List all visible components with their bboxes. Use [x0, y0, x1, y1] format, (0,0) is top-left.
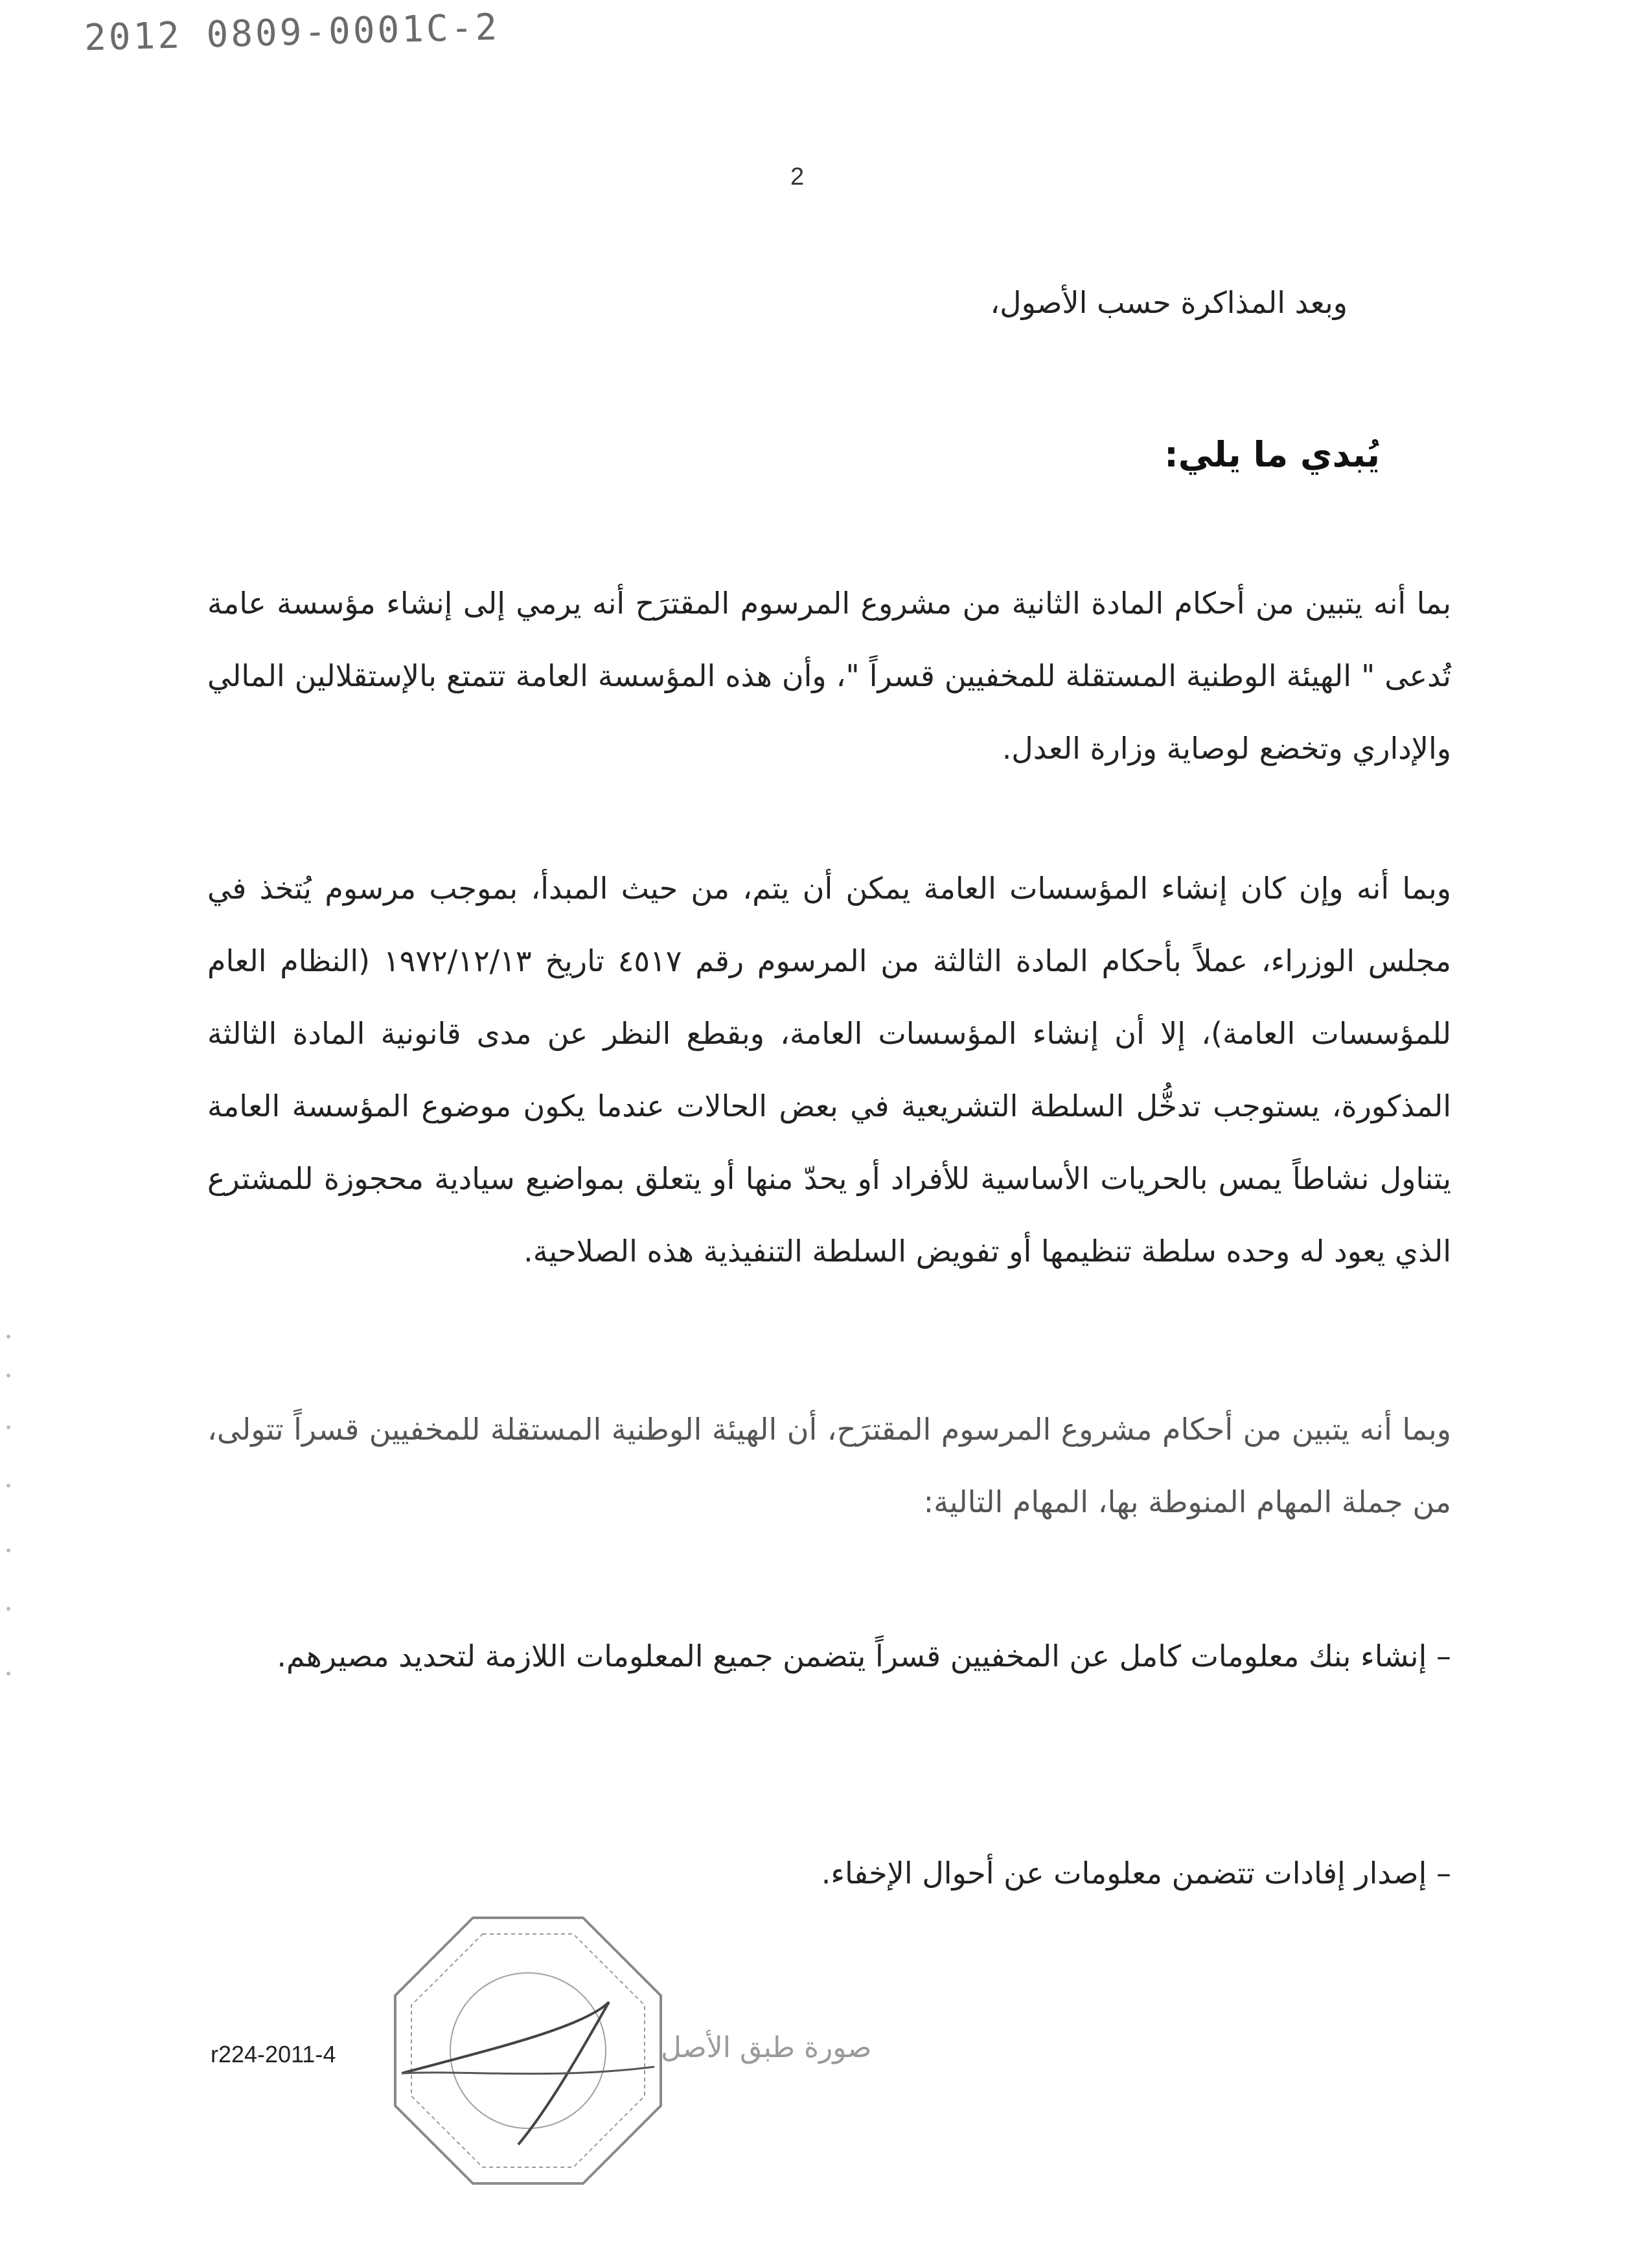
paragraph-3: وبما أنه يتبين من أحكام مشروع المرسوم المقترَح، أن الهيئة الوطنية المستقلة للمخفيين قسراً تتولى، من جملة المهام المنوطة بها، المهام التالية:: [207, 1412, 1451, 1519]
page-number: 2: [790, 163, 805, 190]
bullet-item-2: – إصدار إفادات تتضمن معلومات عن أحوال الإخفاء.: [821, 1856, 1451, 1891]
stamp-caption: صورة طبق الأصل: [661, 2031, 872, 2064]
official-stamp: [389, 1911, 667, 2190]
paragraph-2: وبما أنه وإن كان إنشاء المؤسسات العامة يمكن أن يتم، من حيث المبدأ، بموجب مرسوم يُتخذ في مجلس الوزراء، عملاً بأحكام المادة الثالثة من المرسوم رقم ٤٥١٧ تاريخ ١٩٧٢/١٢/١٣ (النظام العام للمؤسسات العامة)، إلا أن إنشاء المؤسسات العامة، وبقطع النظر عن مدى قانونية المادة الثالثة المذكورة، يستوجب تدخُّل السلطة التشريعية في بعض الحالات عندما يكون موضوع المؤسسة العامة يتناول نشاطاً يمس بالحريات الأساسية للأفراد أو يحدّ منها أو يتعلق بمواضيع سيادية محجوزة للمشترع الذي يعود له وحده سلطة تنظيمها أو تفويض السلطة التنفيذية هذه الصلاحية.: [207, 871, 1451, 1269]
heading: يُبدي ما يلي:: [1164, 434, 1380, 475]
scan-margin-marks: [4, 1335, 23, 1698]
bullet-item-1: – إنشاء بنك معلومات كامل عن المخفيين قسراً يتضمن جميع المعلومات اللازمة لتحديد مصيرهم.: [277, 1639, 1451, 1674]
footer-reference: r224-2011-4: [211, 2041, 336, 2067]
salutation: وبعد المذاكرة حسب الأصول،: [990, 285, 1348, 320]
paragraph-1: بما أنه يتبين من أحكام المادة الثانية من مشروع المرسوم المقترَح أنه يرمي إلى إنشاء مؤسسة عامة تُدعى " الهيئة الوطنية المستقلة للمخفيين قسراً "، وأن هذه المؤسسة العامة تتمتع بالإستقلالين المالي والإداري وتخضع لوصاية وزارة العدل.: [207, 586, 1451, 766]
handwritten-reference: 2012 0809-0001C-2: [84, 6, 500, 60]
